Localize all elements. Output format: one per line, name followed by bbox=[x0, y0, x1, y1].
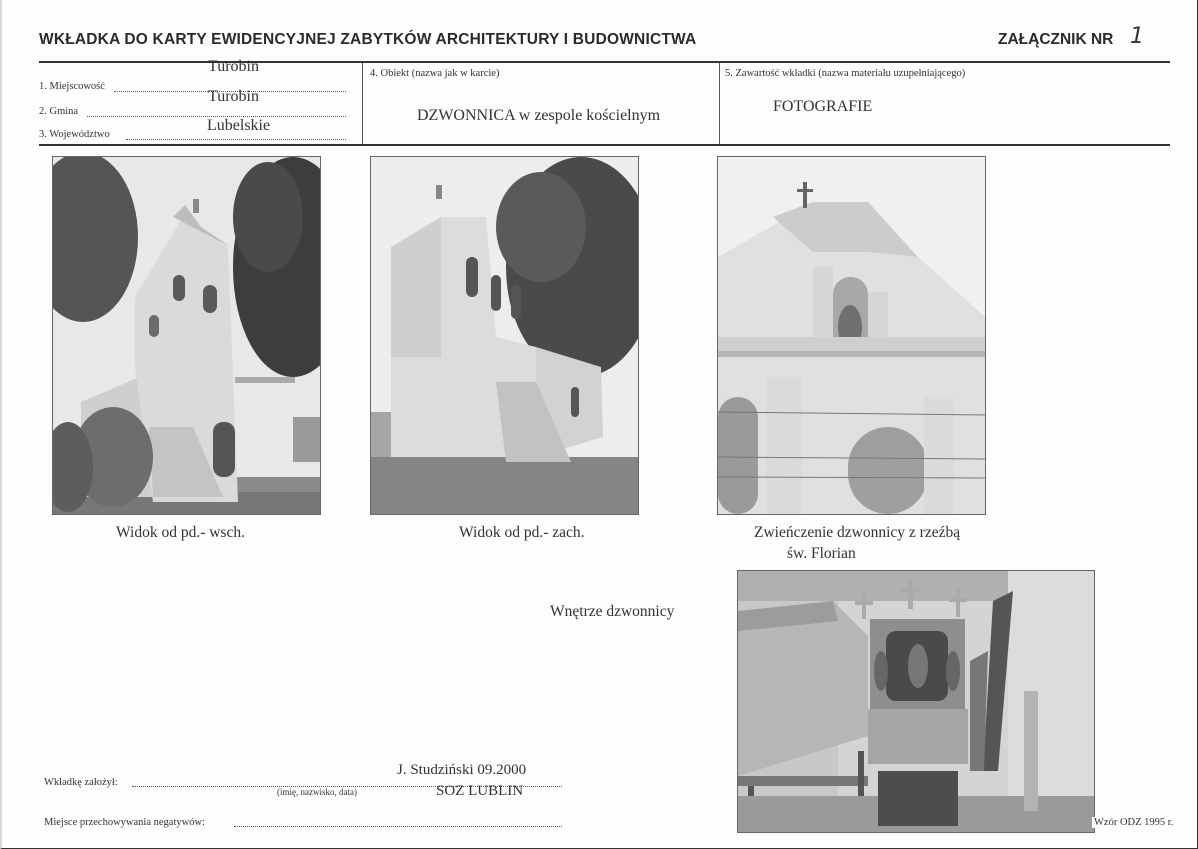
photo-interior bbox=[737, 570, 1095, 833]
form-code: Wzór ODZ 1995 r. bbox=[1094, 817, 1174, 828]
header-bottom-rule bbox=[39, 144, 1170, 146]
header-divider-2 bbox=[719, 63, 720, 144]
locality-label: 1. Miejscowość bbox=[39, 81, 105, 92]
annex-number: 1 bbox=[1130, 24, 1144, 49]
author-value: J. Studziński 09.2000 bbox=[397, 762, 527, 778]
caption-southeast-view: Widok od pd.- wsch. bbox=[116, 524, 245, 541]
contents-value: FOTOGRAFIE bbox=[773, 98, 873, 115]
header-divider-1 bbox=[362, 63, 363, 144]
caption-southwest-view: Widok od pd.- zach. bbox=[459, 524, 585, 541]
commune-value: Turobin bbox=[208, 88, 259, 105]
negatives-dots bbox=[234, 826, 562, 827]
author-hint: (imię, nazwisko, data) bbox=[277, 787, 357, 797]
negatives-label: Miejsce przechowywania negatywów: bbox=[44, 817, 205, 828]
document-title: WKŁADKA DO KARTY EWIDENCYJNEJ ZABYTKÓW ARCHITEKTURY I BUDOWNICTWA bbox=[39, 31, 697, 48]
photo-southwest-view bbox=[370, 156, 639, 515]
photo-southeast-view bbox=[52, 156, 321, 515]
voivodeship-value: Lubelskie bbox=[207, 117, 271, 134]
voivodeship-label: 3. Województwo bbox=[39, 129, 110, 140]
annex-label: ZAŁĄCZNIK NR bbox=[998, 31, 1114, 48]
caption-tower-top-line1: Zwieńczenie dzwonnicy z rzeźbą bbox=[754, 524, 961, 541]
caption-tower-top-line2: św. Florian bbox=[787, 545, 856, 562]
voivodeship-dots bbox=[126, 139, 346, 140]
locality-value: Turobin bbox=[208, 58, 259, 75]
commune-label: 2. Gmina bbox=[39, 106, 79, 117]
object-value: DZWONNICA w zespole kościelnym bbox=[417, 107, 661, 124]
author-office: SOZ LUBLIN bbox=[436, 783, 524, 799]
author-label: Wkładkę założył: bbox=[44, 777, 118, 788]
object-label: 4. Obiekt (nazwa jak w karcie) bbox=[370, 68, 500, 79]
caption-interior: Wnętrze dzwonnicy bbox=[550, 603, 675, 620]
contents-label: 5. Zawartość wkładki (nazwa materiału uzupełniającego) bbox=[725, 68, 966, 79]
photo-tower-top-statue bbox=[717, 156, 986, 515]
